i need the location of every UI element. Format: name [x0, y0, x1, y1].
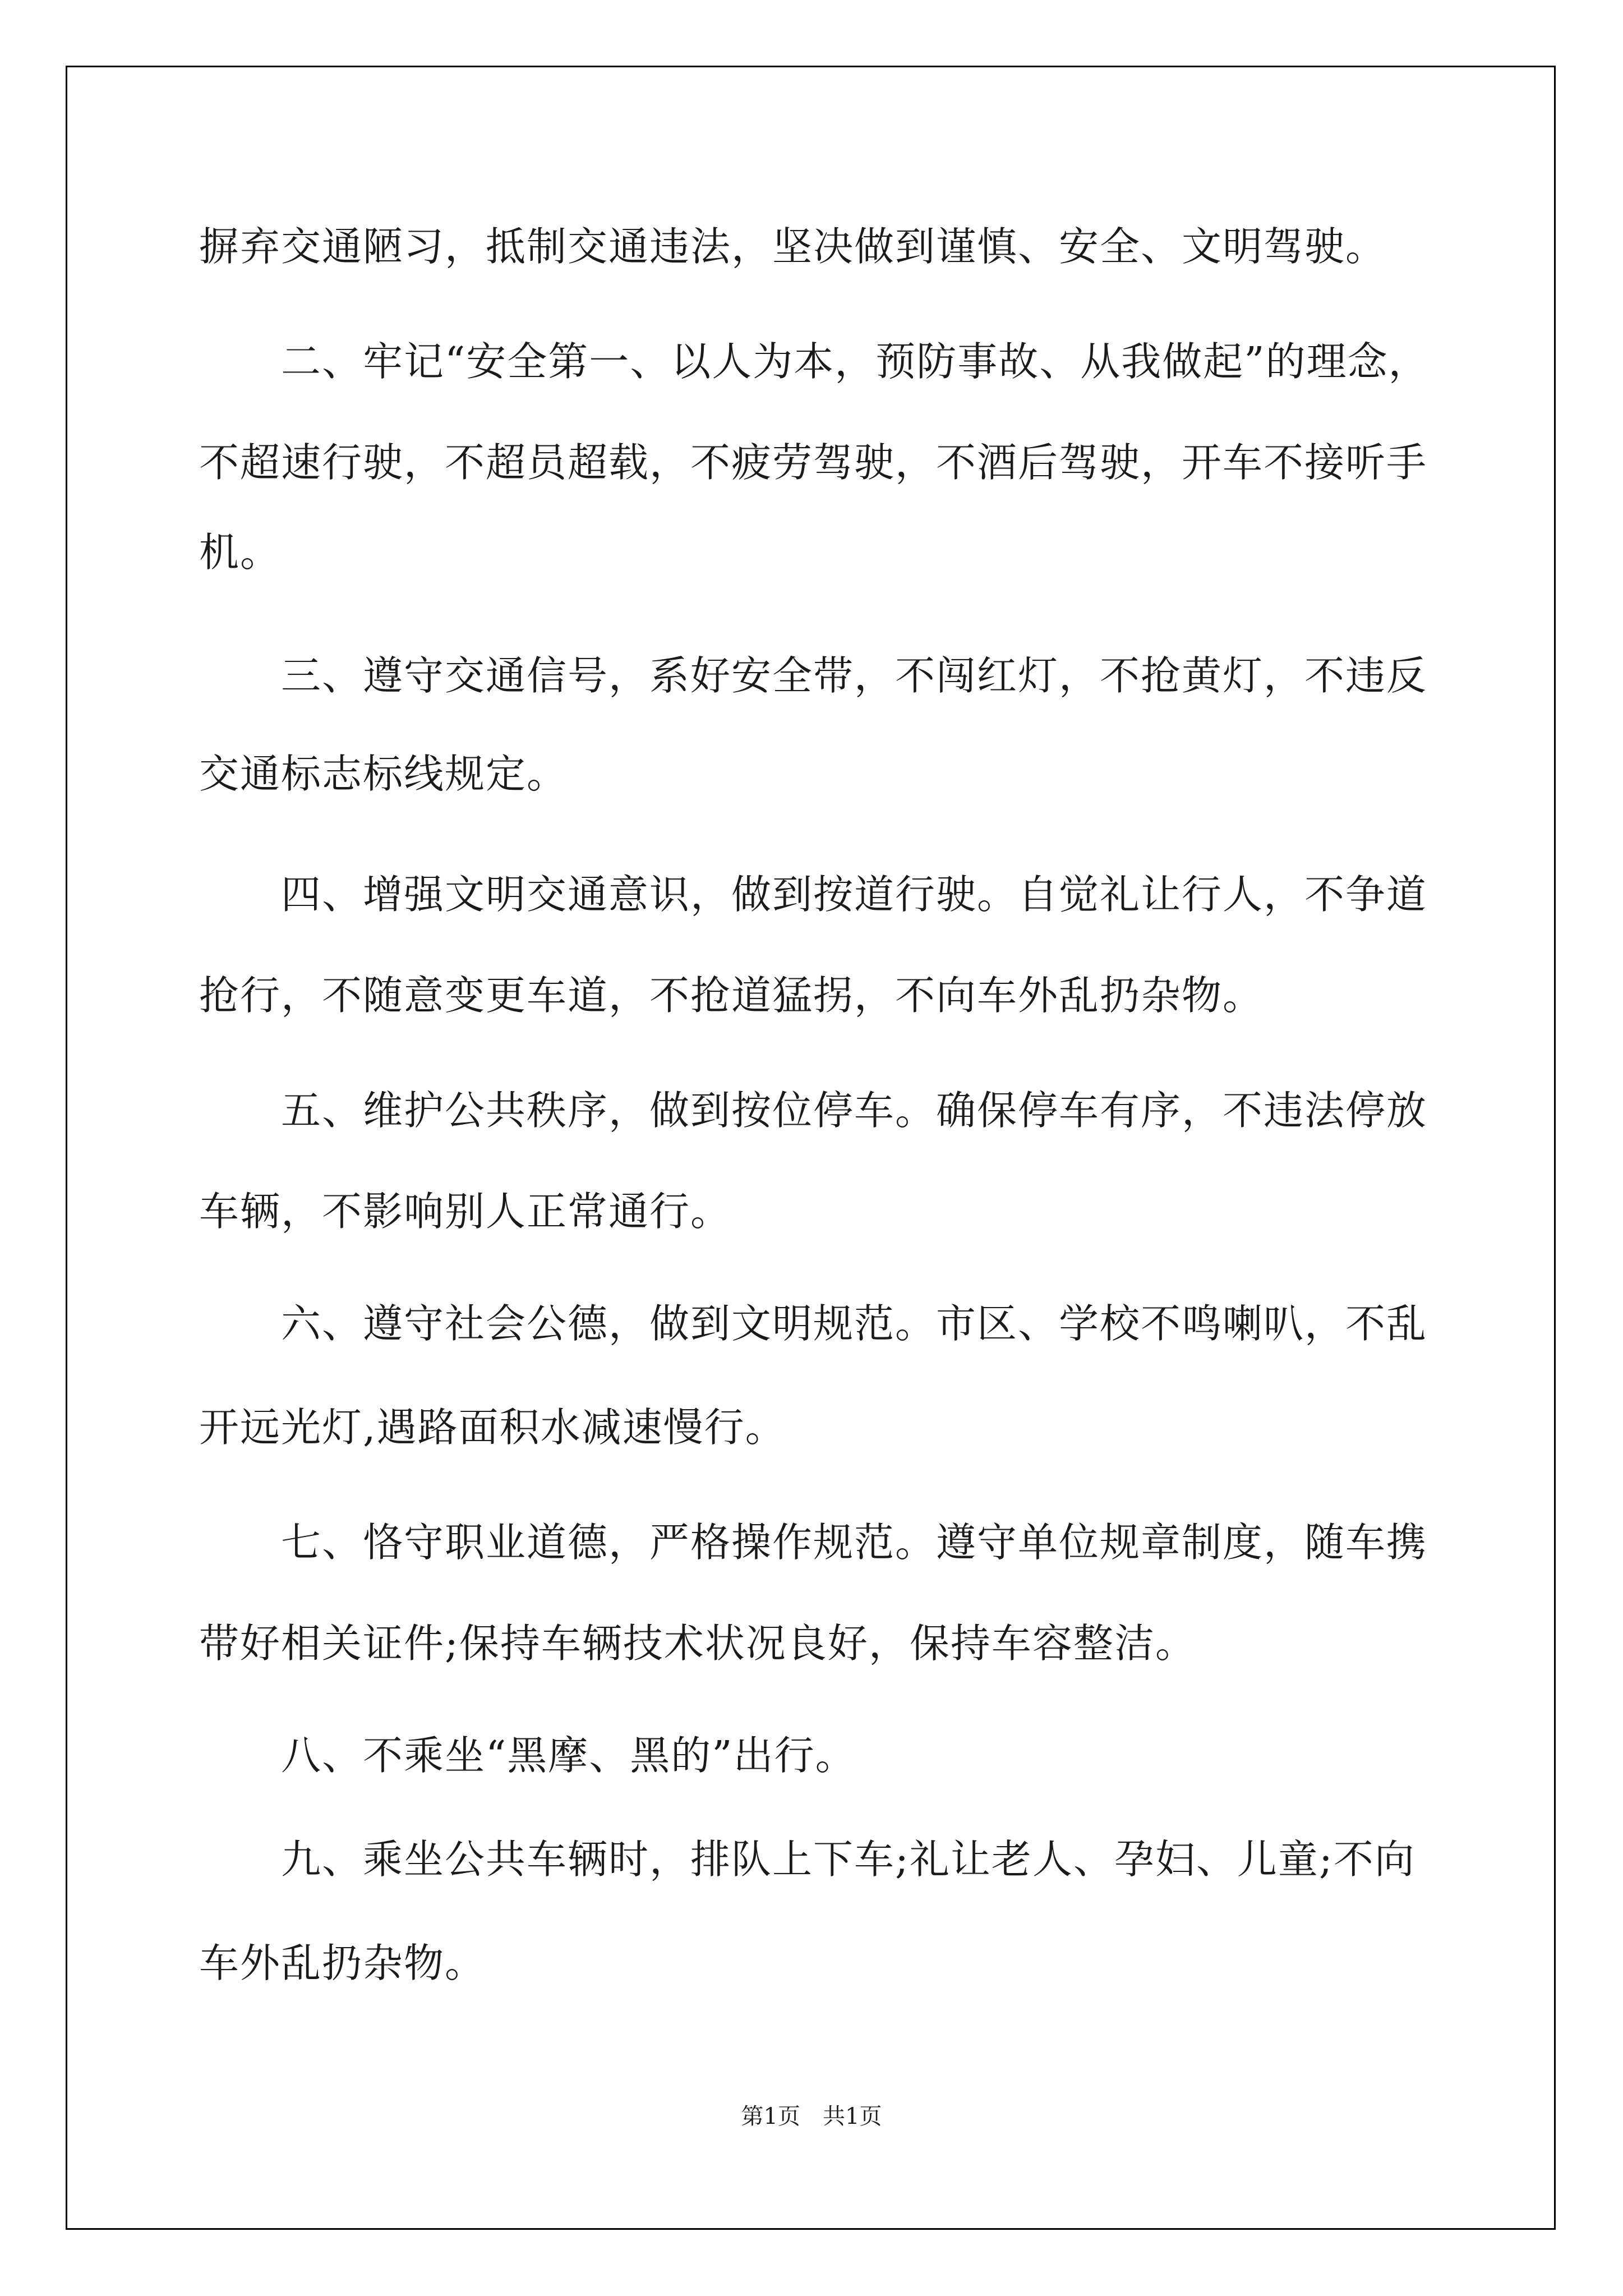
text-line: 开远光灯,遇路面积水减速慢行。: [199, 1404, 786, 1451]
text-line: 车外乱扔杂物。: [199, 1940, 486, 1986]
text-line: 带好相关证件;保持车辆技术状况良好，保持车容整洁。: [199, 1620, 1196, 1667]
text-line: 不超速行驶，不超员超载，不疲劳驾驶，不酒后驾驶，开车不接听手: [199, 439, 1428, 486]
text-line: 五、维护公共秩序，做到按位停车。确保停车有序，不违法停放: [199, 1087, 1428, 1134]
text-line: 八、不乘坐“黑摩、黑的”出行。: [199, 1732, 856, 1779]
text-line: 摒弃交通陋习，抵制交通违法，坚决做到谨慎、安全、文明驾驶。: [199, 223, 1387, 270]
text-line: 车辆，不影响别人正常通行。: [199, 1188, 732, 1235]
text-line: 机。: [199, 529, 282, 576]
text-line: 九、乘坐公共车辆时，排队上下车;礼让老人、孕妇、儿童;不向: [199, 1836, 1415, 1883]
text-line: 六、遵守社会公德，做到文明规范。市区、学校不鸣喇叭，不乱: [199, 1300, 1428, 1347]
text-line: 交通标志标线规定。: [199, 751, 568, 797]
page-footer: 第1页 共1页: [741, 2104, 882, 2129]
text-line: 三、遵守交通信号，系好安全带，不闯红灯，不抢黄灯，不违反: [199, 652, 1428, 699]
text-line: 抢行，不随意变更车道，不抢道猛拐，不向车外乱扔杂物。: [199, 972, 1264, 1019]
text-line: 七、恪守职业道德，严格操作规范。遵守单位规章制度，随车携: [199, 1519, 1428, 1566]
text-line: 四、增强文明交通意识，做到按道行驶。自觉礼让行人，不争道: [199, 871, 1428, 918]
page-frame: [66, 66, 1556, 2230]
text-line: 二、牢记“安全第一、以人为本，预防事故、从我做起”的理念，: [199, 338, 1430, 385]
